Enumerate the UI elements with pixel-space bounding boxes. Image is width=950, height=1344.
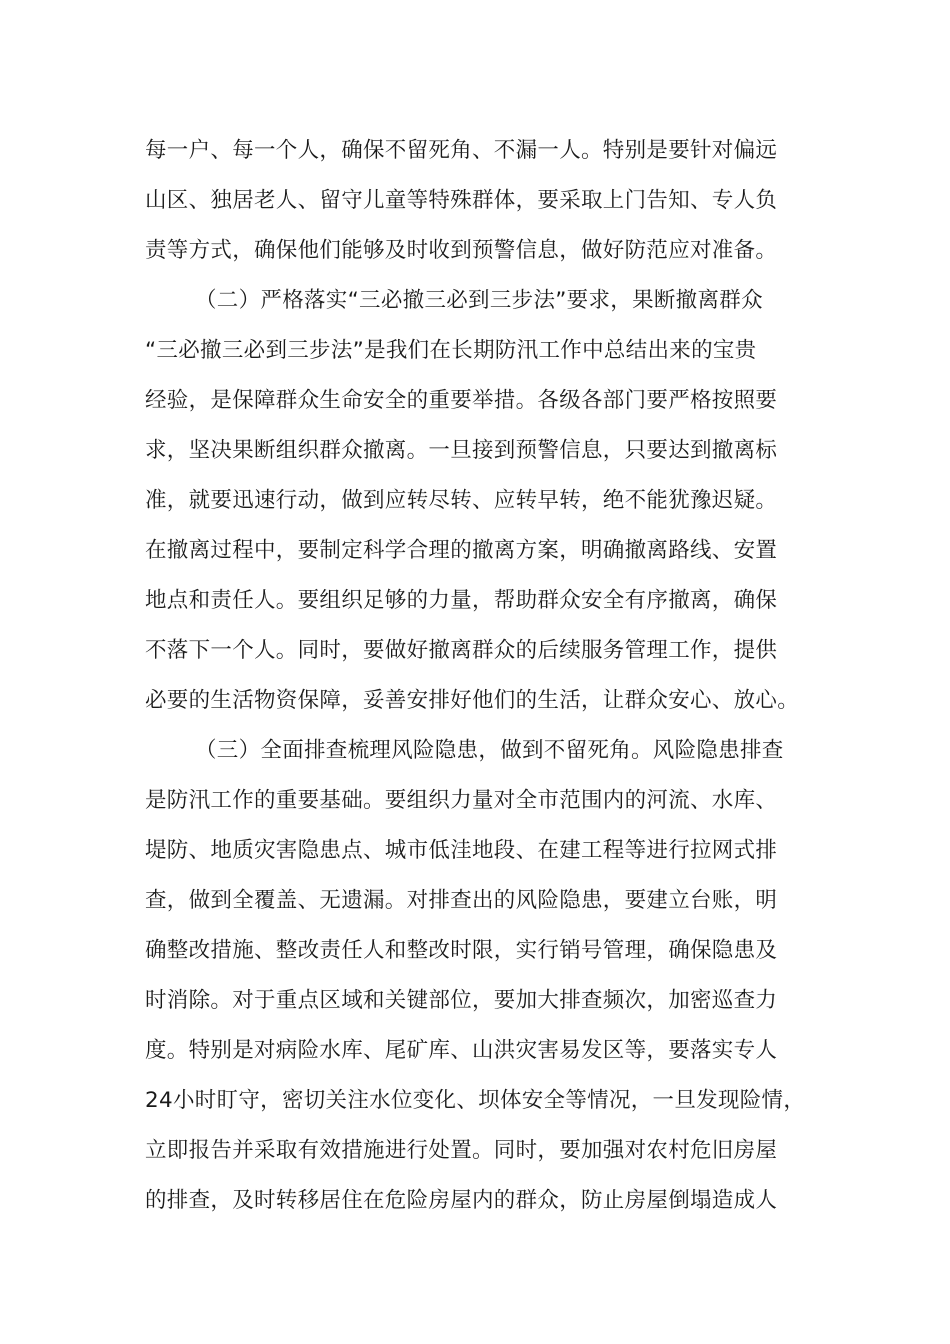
- text-line: 责等方式，确保他们能够及时收到预警信息，做好防范应对准备。: [145, 238, 778, 263]
- text-line: 确整改措施、整改责任人和整改时限，实行销号管理，确保隐患及: [145, 938, 778, 963]
- text-line: 24小时盯守，密切关注水位变化、坝体安全等情况，一旦发现险情，: [145, 1088, 806, 1113]
- text-line: 立即报告并采取有效措施进行处置。同时，要加强对农村危旧房屋: [145, 1138, 778, 1163]
- text-line: 时消除。对于重点区域和关键部位，要加大排查频次，加密巡查力: [145, 988, 778, 1013]
- text-line: 度。特别是对病险水库、尾矿库、山洪灾害易发区等，要落实专人: [145, 1038, 778, 1063]
- text-line: 不落下一个人。同时，要做好撤离群众的后续服务管理工作，提供: [145, 638, 778, 663]
- text-line: 查，做到全覆盖、无遗漏。对排查出的风险隐患，要建立台账，明: [145, 888, 778, 913]
- text-line: 在撤离过程中，要制定科学合理的撤离方案，明确撤离路线、安置: [145, 538, 778, 563]
- text-line: “三必撤三必到三步法”是我们在长期防汛工作中总结出来的宝贵: [145, 338, 757, 363]
- section-heading: （三）全面排查梳理风险隐患，做到不留死角。风险隐患排查: [195, 738, 784, 763]
- text-line: 每一户、每一个人，确保不留死角、不漏一人。特别是要针对偏远: [145, 138, 778, 163]
- text-line: 经验，是保障群众生命安全的重要举措。各级各部门要严格按照要: [145, 388, 778, 413]
- text-line: 地点和责任人。要组织足够的力量，帮助群众安全有序撤离，确保: [145, 588, 778, 613]
- text-line: 求，坚决果断组织群众撤离。一旦接到预警信息，只要达到撤离标: [145, 438, 778, 463]
- section-heading: （二）严格落实“三必撤三必到三步法”要求，果断撤离群众: [195, 288, 763, 313]
- text-line: 山区、独居老人、留守儿童等特殊群体，要采取上门告知、专人负: [145, 188, 778, 213]
- text-line: 堤防、地质灾害隐患点、城市低洼地段、在建工程等进行拉网式排: [145, 838, 778, 863]
- text-line: 准，就要迅速行动，做到应转尽转、应转早转，绝不能犹豫迟疑。: [145, 488, 778, 513]
- text-line: 的排查，及时转移居住在危险房屋内的群众，防止房屋倒塌造成人: [145, 1188, 778, 1213]
- text-line: 必要的生活物资保障，妥善安排好他们的生活，让群众安心、放心。: [145, 688, 800, 713]
- text-line: 是防汛工作的重要基础。要组织力量对全市范围内的河流、水库、: [145, 788, 778, 813]
